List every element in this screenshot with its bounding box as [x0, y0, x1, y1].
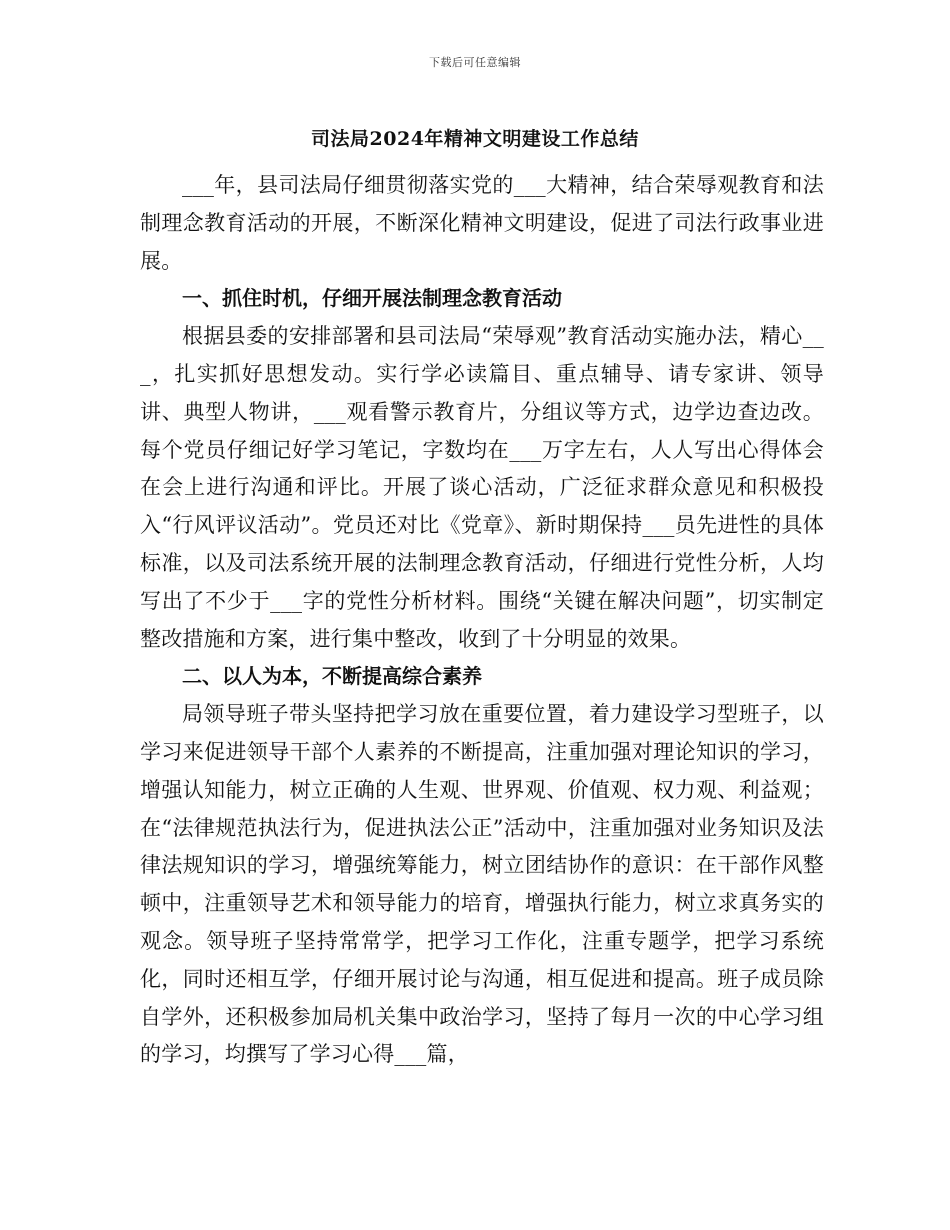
header-note: 下载后可任意编辑: [429, 56, 521, 69]
document-title: 司法局2024年精神文明建设工作总结: [311, 128, 639, 150]
document-body: [140, 167, 824, 1074]
intro-paragraph: ___年，县司法局仔细贯彻落实党的___大精神，结合荣辱观教育和法制理念教育活动的开展，不断深化精神文明建设，促进了司法行政事业进展。: [140, 173, 824, 273]
section-2-paragraph: 局领导班子带头坚持把学习放在重要位置，着力建设学习型班子，以学习来促进领导干部个人素养的不断提高，注重加强对理论知识的学习，增强认知能力，树立正确的人生观、世界观、价值观、权力观、利益观；在“法律规范执法行为，促进执法公正”活动中，注重加强对业务知识及法律法规知识的学习，增强统筹能力，树立团结协作的意识：在干部作风整顿中，注重领导艺术和领导能力的培育，增强执行能力，树立求真务实的观念。领导班子坚持常常学，把学习工作化，注重专题学，把学习系统化，同时还相互学，仔细开展讨论与沟通，相互促进和提高。班子成员除自学外，还积极参加局机关集中政治学习，坚持了每月一次的中心学习组的学习，均撰写了学习心得___篇，: [140, 702, 824, 1067]
section-1-paragraph: 根据县委的安排部署和县司法局“荣辱观”教育活动实施办法，精心___，扎实抓好思想发动。实行学必读篇目、重点辅导、请专家讲、领导讲、典型人物讲，___观看警示教育片，分组议等方式，边学边查边改。每个党员仔细记好学习笔记，字数均在___万字左右，人人写出心得体会在会上进行沟通和评比。开展了谈心活动，广泛征求群众意见和积极投入“行风评议活动”。党员还对比《党章》、新时期保持___员先进性的具体标准，以及司法系统开展的法制理念教育活动，仔细进行党性分析，人均写出了不少于___字的党性分析材料。围绕“关键在解决问题”，切实制定整改措施和方案，进行集中整改，收到了十分明显的效果。: [140, 324, 824, 651]
section-heading-1: 一、抓住时机，仔细开展法制理念教育活动: [182, 286, 562, 311]
section-heading-2: 二、以人为本，不断提高综合素养: [182, 664, 482, 689]
